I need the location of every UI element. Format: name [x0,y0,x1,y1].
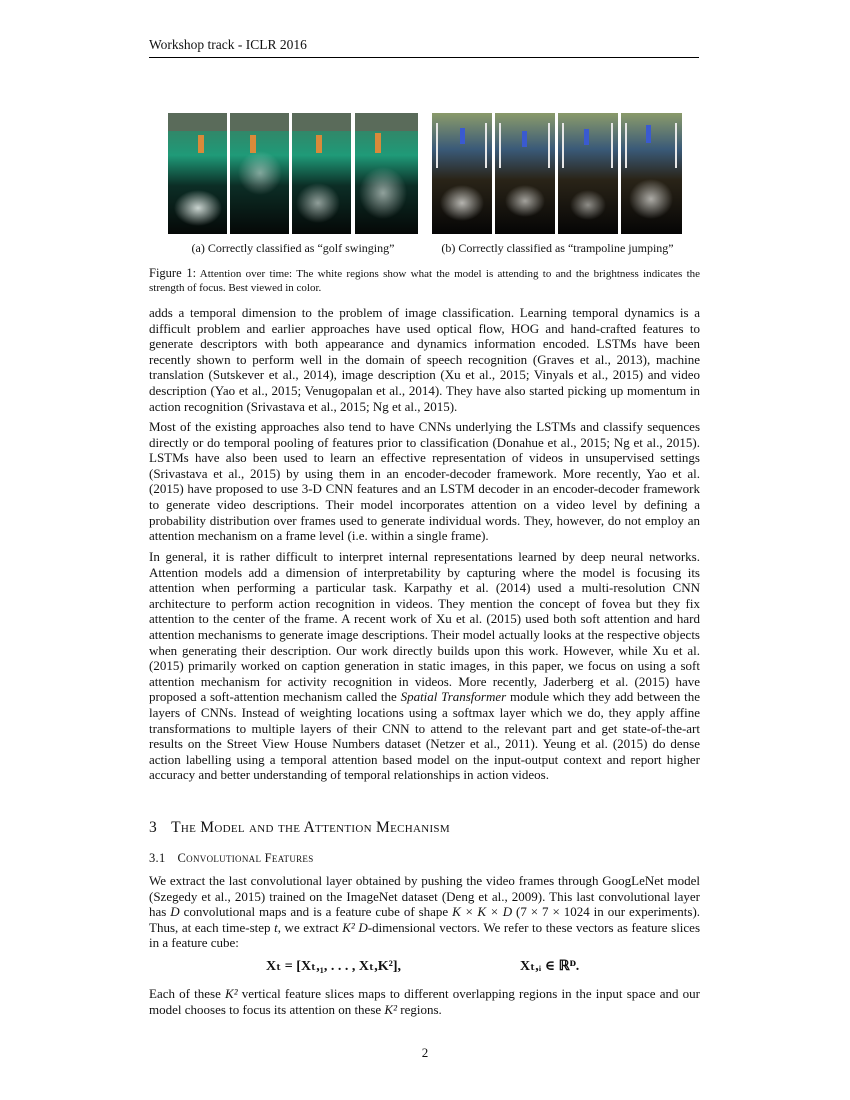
paragraph-5 [149,986,700,1017]
math-t: t [274,919,278,935]
paragraph-3-part-1: In general, it is rather difficult to interpret internal representations learned by deep neural networks. Attention models add a dimension of interpretability by capturing where the model is focusing its attention when performing a particular task. Karpathy et al. (2014) used a multi-resolution CNN architecture to perform action recognition in videos. They mention the concept of fovea but they fix attention to the center of the frame. A recent work of Xu et al. (2015) used both soft attention and hard attention mechanisms to generate image descriptions. Their model actually looks at the respective objects when generating their description. Our work directly builds upon this work. However, while Xu et al. (2015) primarily worked on caption generation in static images, in this paper, we focus on using a soft attention mechanism for activity recognition in videos. More recently, Jaderberg et al. (2015) have proposed a soft-attention mechanism called the [149,549,700,705]
paragraph-4-part-2: convolutional maps and is a feature cube of shape [183,904,449,920]
paragraph-3-part-2: module which they add between the layers of CNNs. Instead of weighting locations using a softmax layer which we do, they apply affine transformations to multiple layers of their CNN to attend to the relevant part and get state-of-the-art results on the Street View House Numbers dataset (Netzer et al., 2011). Yeung et al. (2015) do dense action labelling using a temporal attention based model on the input-output context and report higher accuracy and better understanding of temporal relationships in action videos. [149,689,700,783]
paragraph-4-part-3: in our experiments). Thus, at each time-step [149,904,701,935]
golf-frame-1 [168,113,227,234]
equation-left: Xₜ = [Xₜ,₁, . . . , Xₜ,K²], [266,959,401,974]
paragraph-2: Most of the existing approaches also tend to have CNNs underlying the LSTMs and classify sequences directly or do temporal pooling of features prior to classification (Donahue et al., 2015; Ng et al., 2015). LSTMs have also been used to learn an effective representation of videos in unsupervised settings (Srivastava et al., 2015) by using them in an encoder-decoder framework. More recently, Yao et al. (2015) have proposed to use 3-D CNN features and an LSTM decoder in an encoder-decoder framework to generate video descriptions. Their model incorporates attention on a video level by defining a probability distribution over frames used to generate individual words. They, however, do not employ an attention mechanism on a frame level (i.e. within a single frame). [149,419,700,544]
figure-1a-image [168,113,418,234]
paragraph-5-part-2: vertical feature slices maps to different overlapping regions in the input space and our model chooses to focus its attention on these [149,986,700,1017]
trampoline-frame-3 [558,113,618,234]
section-number: 3 [149,819,158,836]
golf-frame-3 [292,113,351,234]
figure-1b-image [432,113,682,234]
math-K2-a: K² [225,986,238,1001]
math-D-2: D [358,919,368,935]
paragraph-4-part-4: , we extract [277,919,339,935]
page-number: 2 [421,1045,429,1060]
section-heading [149,819,450,837]
subsection-number: 3.1 [149,851,166,865]
section-title: The Model and the Attention Mechanism [171,819,450,836]
trampoline-frame-1 [432,113,492,234]
paragraph-5-part-3: regions. [400,1001,442,1017]
math-dims: (7 × 7 × 1024 [516,904,590,920]
paragraph-4 [149,873,700,951]
paragraph-4-part-1: We extract the last convolutional layer obtained by pushing the video frames through GoogLeNet model (Szegedy et al., 2015) trained on the ImageNet dataset (Deng et al., 2009). This last convolutional layer has [149,873,700,920]
golf-frame-4 [355,113,418,234]
paragraph-3 [149,549,700,783]
subcaption-b: (b) Correctly classified as “trampoline jumping” [441,241,674,255]
paragraph-5-part-1: Each of these [149,986,221,1001]
figure-caption-text: Attention over time: The white regions show what the model is attending to and the brightness indicates the strength of focus. Best viewed in color. [149,268,701,294]
golf-frame-2 [230,113,289,234]
subsection-heading [149,851,314,866]
running-header: Workshop track - ICLR 2016 [149,37,699,58]
subsection-title: Convolutional Features [177,851,314,865]
trampoline-frame-2 [495,113,555,234]
subcaption-a: (a) Correctly classified as “golf swinging” [191,241,395,255]
math-K2: K² [342,919,355,935]
equation-right: Xₜ,ᵢ ∈ ℝᴰ. [520,959,580,974]
paragraph-4-part-5: -dimensional vectors. We refer to these vectors as feature slices in a feature cube: [149,919,701,951]
math-D: D [170,904,180,920]
spatial-transformer-term: Spatial Transformer [400,689,507,705]
paragraph-1: adds a temporal dimension to the problem of image classification. Learning temporal dynamics is a difficult problem and earlier approaches have used optical flow, HOG and hand-crafted features to generate descriptors with both appearance and dynamics information encoded. LSTMs have been recently shown to perform well in the domain of speech recognition (Graves et al., 2013), machine translation (Sutskever et al., 2014), image description (Xu et al., 2015; Vinyals et al., 2015) and video description (Yao et al., 2015; Venugopalan et al., 2014). They have also started picking up momentum in action recognition (Srivastava et al., 2015; Ng et al., 2015). [149,305,700,414]
figure-caption [149,266,700,295]
math-shape: K × K × D [452,904,513,920]
figure-label: Figure 1: [149,266,197,280]
math-K2-b: K² [384,1001,397,1017]
trampoline-frame-4 [621,113,682,234]
